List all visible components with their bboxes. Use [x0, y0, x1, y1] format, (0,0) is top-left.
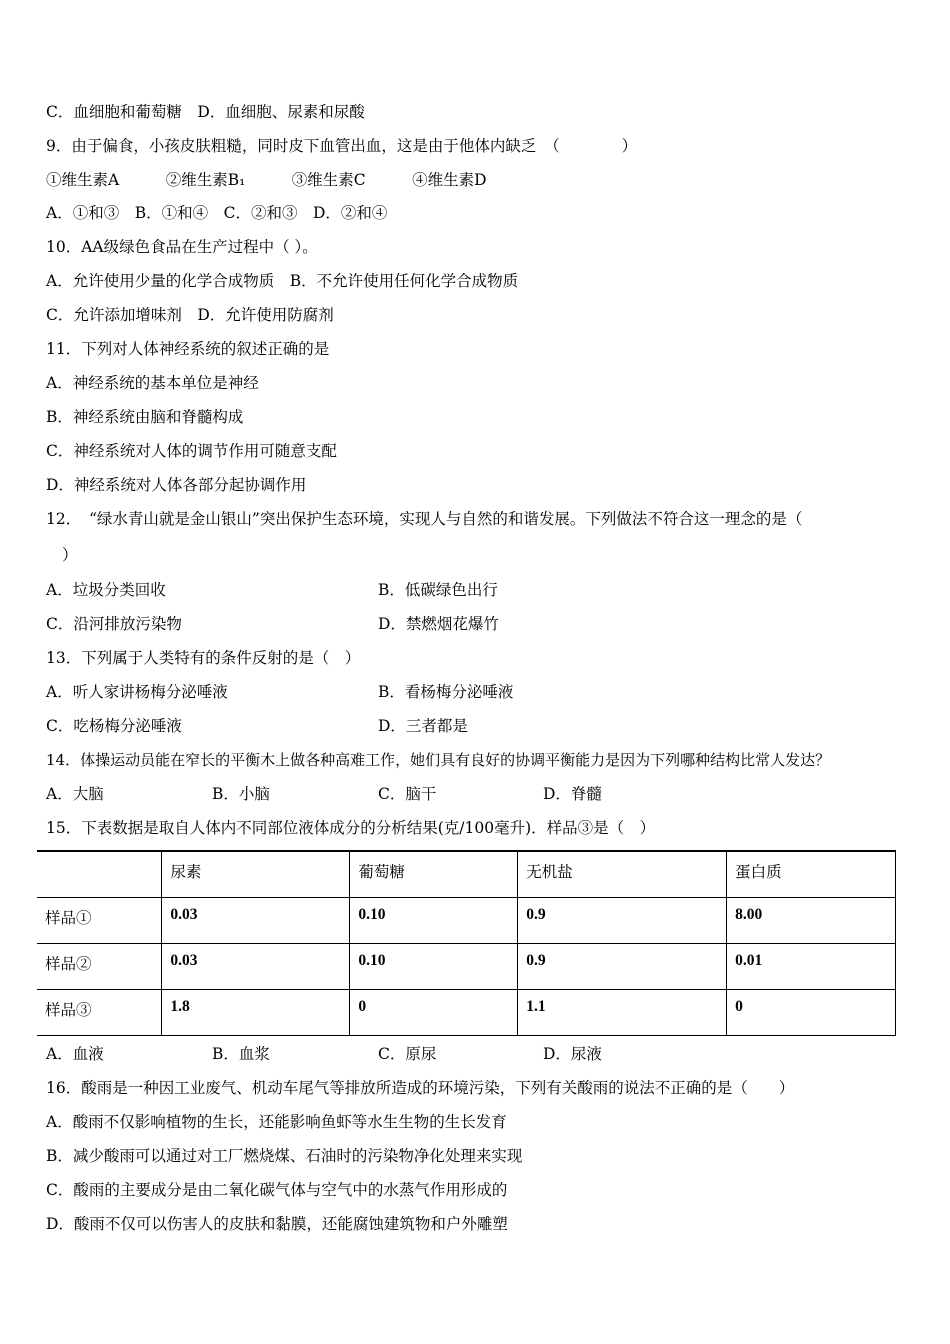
q14-stem: 14．体操运动员能在窄长的平衡木上做各种高难工作，她们具有良好的协调平衡能力是因为下列哪种结构比常人发达？ — [46, 751, 831, 769]
table-header-cell: 蛋白质 — [727, 851, 896, 897]
table-row — [37, 943, 896, 989]
table-cell: 0.03 — [162, 897, 350, 943]
q15-option-c: C．原尿 — [378, 1045, 437, 1063]
q8-options-cd: C．血细胞和葡萄糖 D．血细胞、尿素和尿酸 — [46, 103, 365, 121]
q13-option-d: D．三者都是 — [378, 717, 468, 735]
q12-option-a: A．垃圾分类回收 — [46, 581, 166, 599]
q16-stem: 16．酸雨是一种因工业废气、机动车尾气等排放所造成的环境污染，下列有关酸雨的说法不正确的是（ ） — [46, 1079, 795, 1097]
q9-stem: 9．由于偏食，小孩皮肤粗糙，同时皮下血管出血，这是由于他体内缺乏 （ ） — [46, 137, 638, 155]
fluid-analysis-table — [37, 850, 896, 1036]
row-label: 样品① — [37, 897, 162, 943]
table-cell: 0.9 — [518, 897, 727, 943]
q12-option-d: D．禁燃烟花爆竹 — [378, 615, 499, 633]
q14-option-c: C．脑干 — [378, 785, 437, 803]
q11-option-b: B．神经系统由脑和脊髓构成 — [46, 408, 244, 426]
table-row — [37, 897, 896, 943]
table-cell: 0.10 — [350, 943, 518, 989]
table-cell: 0.9 — [518, 943, 727, 989]
table-cell: 1.1 — [518, 989, 727, 1035]
q12-stem: 12． “绿水青山就是金山银山”突出保护生态环境，实现人与自然的和谐发展。下列做法不符合这一理念的是（ — [46, 510, 803, 528]
q11-option-a: A．神经系统的基本单位是神经 — [46, 374, 259, 392]
q11-option-c: C．神经系统对人体的调节作用可随意支配 — [46, 442, 337, 460]
table-cell: 0.01 — [727, 943, 896, 989]
row-label: 样品③ — [37, 989, 162, 1035]
q13-option-a: A．听人家讲杨梅分泌唾液 — [46, 683, 228, 701]
table-cell: 0.03 — [162, 943, 350, 989]
q13-option-b: B．看杨梅分泌唾液 — [378, 683, 514, 701]
table-cell: 0 — [727, 989, 896, 1035]
table-cell: 1.8 — [162, 989, 350, 1035]
table-header-cell: 无机盐 — [518, 851, 727, 897]
table-header-cell: 尿素 — [162, 851, 350, 897]
q16-option-b: B．减少酸雨可以通过对工厂燃烧煤、石油时的污染物净化处理来实现 — [46, 1147, 523, 1165]
q12-option-b: B．低碳绿色出行 — [378, 581, 498, 599]
q9-items: ①维生素A ②维生素B₁ ③维生素C ④维生素D — [46, 171, 487, 189]
q11-option-d: D．神经系统对人体各部分起协调作用 — [46, 476, 307, 494]
table-header-row — [37, 851, 896, 897]
table-header-cell — [37, 851, 162, 897]
table-cell: 0 — [350, 989, 518, 1035]
q15-option-a: A．血液 — [46, 1045, 104, 1063]
q10-options-ab: A．允许使用少量的化学合成物质 B．不允许使用任何化学合成物质 — [46, 272, 519, 290]
q16-option-c: C．酸雨的主要成分是由二氧化碳气体与空气中的水蒸气作用形成的 — [46, 1181, 508, 1199]
table-row — [37, 989, 896, 1035]
q12-stem-cont: ） — [62, 546, 78, 564]
q14-option-d: D．脊髓 — [543, 785, 602, 803]
q16-option-a: A．酸雨不仅影响植物的生长，还能影响鱼虾等水生生物的生长发育 — [46, 1113, 507, 1131]
q13-stem: 13．下列属于人类特有的条件反射的是（ ） — [46, 649, 361, 667]
q16-option-d: D．酸雨不仅可以伤害人的皮肤和黏膜，还能腐蚀建筑物和户外雕塑 — [46, 1215, 508, 1233]
q15-stem: 15．下表数据是取自人体内不同部位液体成分的分析结果(克/100毫升)．样品③是（ ） — [46, 819, 656, 837]
q9-options: A．①和③ B．①和④ C．②和③ D．②和④ — [46, 204, 388, 222]
q11-stem: 11．下列对人体神经系统的叙述正确的是 — [46, 340, 330, 358]
table-header-cell: 葡萄糖 — [350, 851, 518, 897]
table-cell: 0.10 — [350, 897, 518, 943]
q14-option-b: B．小脑 — [212, 785, 270, 803]
q12-option-c: C．沿河排放污染物 — [46, 615, 182, 633]
q13-option-c: C．吃杨梅分泌唾液 — [46, 717, 182, 735]
table-cell: 8.00 — [727, 897, 896, 943]
q15-option-d: D．尿液 — [543, 1045, 602, 1063]
row-label: 样品② — [37, 943, 162, 989]
q10-options-cd: C．允许添加增味剂 D．允许使用防腐剂 — [46, 306, 334, 324]
q14-option-a: A．大脑 — [46, 785, 104, 803]
q10-stem: 10．AA级绿色食品在生产过程中（ ）。 — [46, 238, 318, 256]
q15-option-b: B．血浆 — [212, 1045, 270, 1063]
